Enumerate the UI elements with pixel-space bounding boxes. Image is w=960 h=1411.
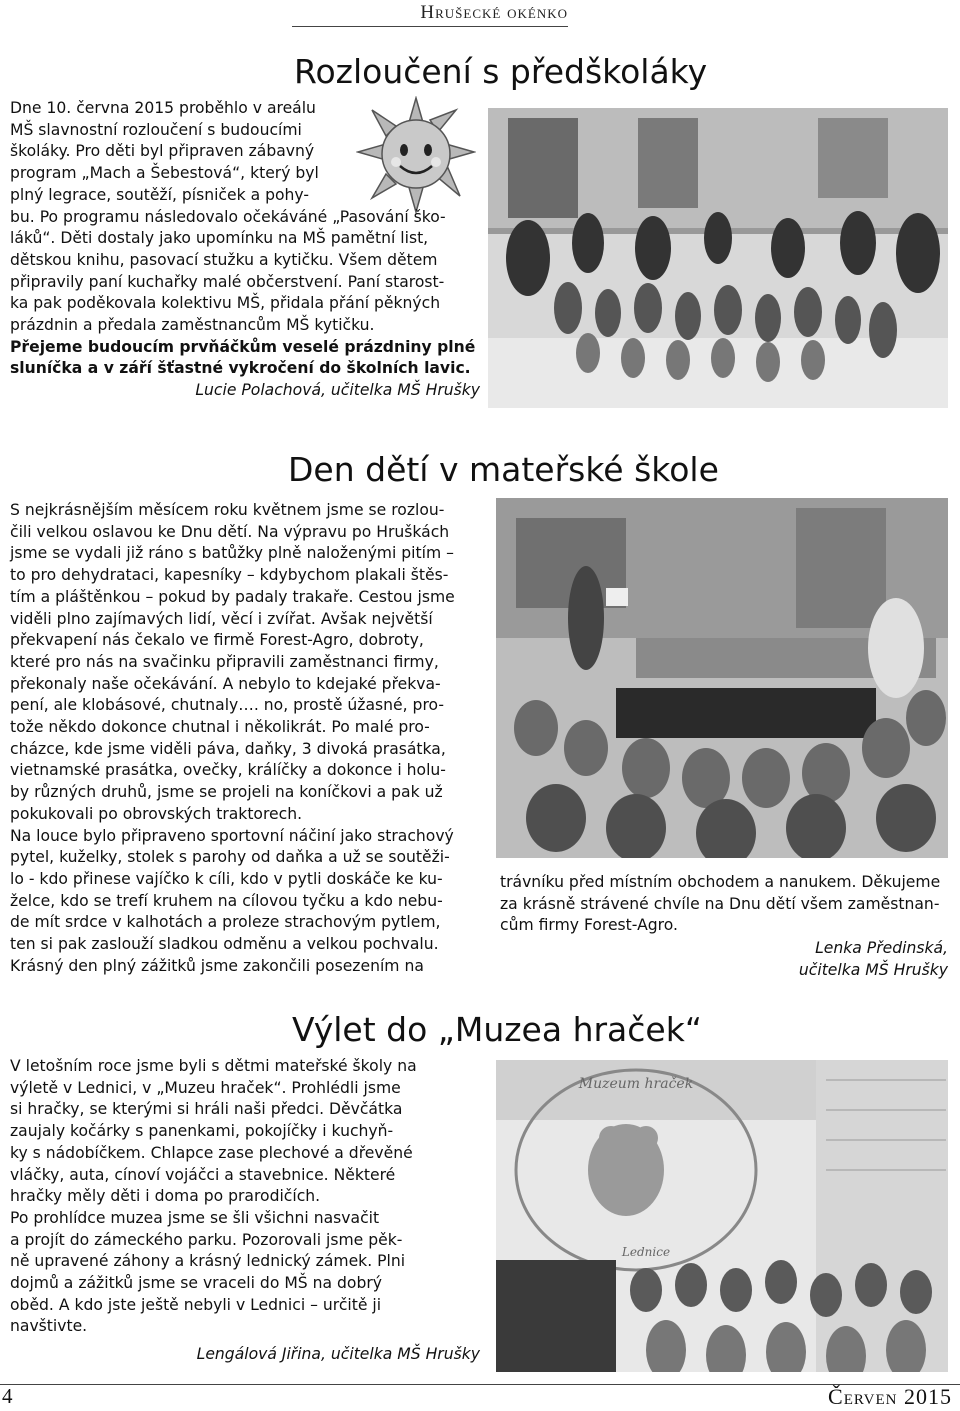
article3-title: Výlet do „Muzea hraček“ [292,1010,702,1049]
article1-title: Rozloučení s předškoláky [294,52,708,91]
article1-line: dětskou knihu, pasovací stužku a kytičku. Všem dětem [10,250,438,269]
article3-line: ně upravené záhony a krásný lednický zámek. Plni [10,1252,406,1271]
article2-line: překonaly naše očekávání. A nebylo to kdejaké překva- [10,674,441,693]
article1-line: bu. Po programu následovalo očekáváné „Pasování ško- [10,207,446,226]
article2-signature-name: Lenka Předinská, [815,939,948,957]
page-number: 4 [2,1384,13,1408]
article3-line: ky s nádobíčkem. Chlapce zase plechové a dřevěné [10,1143,413,1162]
article3-line: navštivte. [10,1317,88,1336]
sun-icon [356,96,476,214]
article1-body [10,207,480,402]
article3-body [10,1056,480,1366]
article1-intro [10,98,360,207]
article2-line: lo - kdo přinese vajíčko k cíli, kdo v pytli doskáče ke ku- [10,869,443,888]
childrens-day-photo [496,498,948,858]
article3-line: V letošním roce jsme byli s dětmi mateřské školy na [10,1057,417,1075]
header-rule [292,26,568,27]
article2-cont-line: za krásně strávené chvíle na Dnu dětí všem zaměstnan- [500,894,940,913]
museum-sign-place: Lednice [621,1245,671,1259]
article2-line: Krásný den plný zážitků jsme zakončili posezením na [10,956,424,975]
article2-line: de mít srdce v kalhotách a proleze strachovým pytlem, [10,913,441,932]
article3-line: vláčky, auta, cínoví vojáčci a stavebnice. Některé [10,1165,396,1184]
article3-line: Po prohlídce muzea jsme se šli všichni nasvačit [10,1208,380,1227]
article2-continuation [500,872,950,937]
article3-line: zaujaly kočárky s panenkami, pokojíčky i kuchyň- [10,1122,394,1141]
article2-line: ten si pak zaslouží sladkou odměnu a velkou pochvalu. [10,935,439,954]
article3-line: dojmů a zážitků jsme se vraceli do MŠ na dobrý [10,1274,383,1293]
article2-line: vietnamské prasátka, ovečky, králíčky a dokonce i holu- [10,761,446,780]
article2-body [10,500,478,977]
article3-line: si hračky, se kterými si hráli naši předci. Děvčátka [10,1100,403,1119]
article1-wish-line: sluníčka a v září šťastné vykročení do školních lavic. [10,359,471,378]
article3-line: výletě v Lednici, v „Muzeu hraček“. Prohlédli jsme [10,1078,401,1097]
article2-line: čili velkou oslavou ke Dnu dětí. Na výpravu po Hruškách [10,522,450,541]
article1-line: láků“. Děti dostaly jako upomínku na MŠ pamětní list, [10,229,429,248]
article2-line: by různých druhů, jsme se projeli na koníčkovi a pak už [10,783,443,802]
article3-line: hračky měly děti i doma po prarodičích. [10,1187,321,1206]
issue-date: Červen 2015 [828,1384,952,1409]
article1-line: ka pak poděkovala kolektivu MŠ, přidala přání pěkných [10,294,441,313]
article3-line: a projít do zámeckého parku. Pozorovali jsme pěk- [10,1230,403,1249]
article1-signature: Lucie Polachová, učitelka MŠ Hrušky [195,381,480,400]
footer-rule [0,1384,960,1385]
article2-line: jsme se vydali již ráno s batůžky plně naloženými pitím – [10,544,454,563]
article2-signature [799,938,948,981]
article1-wish-line: Přejeme budoucím prvňáčkům veselé prázdniny plné [10,337,476,356]
article1-line: připravily paní kuchařky malé občerstvení. Paní starost- [10,272,445,291]
article1-line: Dne 10. června 2015 proběhlo v areálu [10,99,316,117]
toy-museum-photo [496,1060,948,1372]
article3-signature: Lengálová Jiřina, učitelka MŠ Hrušky [196,1345,480,1364]
article2-line: překvapení nás čekalo ve firmě Forest-Agro, dobroty, [10,631,424,650]
article2-line: želce, kdo se trefí kruhem na cílovou tyčku a kdo nebu- [10,891,443,910]
article1-line: školáky. Pro děti byl připraven zábavný [10,142,315,161]
farewell-group-photo [488,108,948,408]
article1-line: MŠ slavnostní rozloučení s budoucími [10,120,302,139]
article2-title: Den dětí v mateřské škole [288,450,719,489]
article2-line: pytel, kuželky, stolek s parohy od daňka a už se soutěži- [10,848,450,867]
article2-line: které pro nás na svačinku připravili zaměstnanci firmy, [10,652,439,671]
article2-line: viděli plno zajímavých lidí, věcí i zvířat. Avšak největší [10,609,433,628]
article1-line: plný legrace, soutěží, písniček a pohy- [10,185,309,204]
article2-line: pení, ale klobásové, chutnaly…. no, prostě úžasné, pro- [10,696,444,715]
article2-line: pokukovali po obrovských traktorech. [10,804,303,823]
article3-line: oběd. A kdo jste ještě nebyli v Lednici – určitě ji [10,1295,382,1314]
article2-signature-role: učitelka MŠ Hrušky [798,960,948,979]
article2-line: to pro dehydrataci, kapesníky – kdybychom plakali štěs- [10,566,449,585]
article1-line: program „Mach a Šebestová“, který byl [10,164,319,183]
article2-line: tože někdo dokonce chutnal i několikrát. Po malé pro- [10,718,430,737]
article2-cont-line: trávníku před místním obchodem a nanukem. Děkujeme [500,873,941,891]
museum-sign-name: Muzeum hraček [578,1076,694,1092]
article2-line: S nejkrásnějším měsícem roku květnem jsme se rozlou- [10,501,445,519]
running-head: Hrušecké okénko [420,2,568,23]
article2-cont-line: cům firmy Forest-Agro. [500,916,678,935]
article2-line: cházce, kde jsme viděli páva, daňky, 3 divoká prasátka, [10,739,446,758]
article2-line: tím a pláštěnkou – pokud by padaly trakaře. Cestou jsme [10,587,455,606]
article2-line: Na louce bylo připraveno sportovní náčiní jako strachový [10,826,454,845]
article1-line: prázdnin a předala zaměstnancům MŠ kytičku. [10,316,375,335]
